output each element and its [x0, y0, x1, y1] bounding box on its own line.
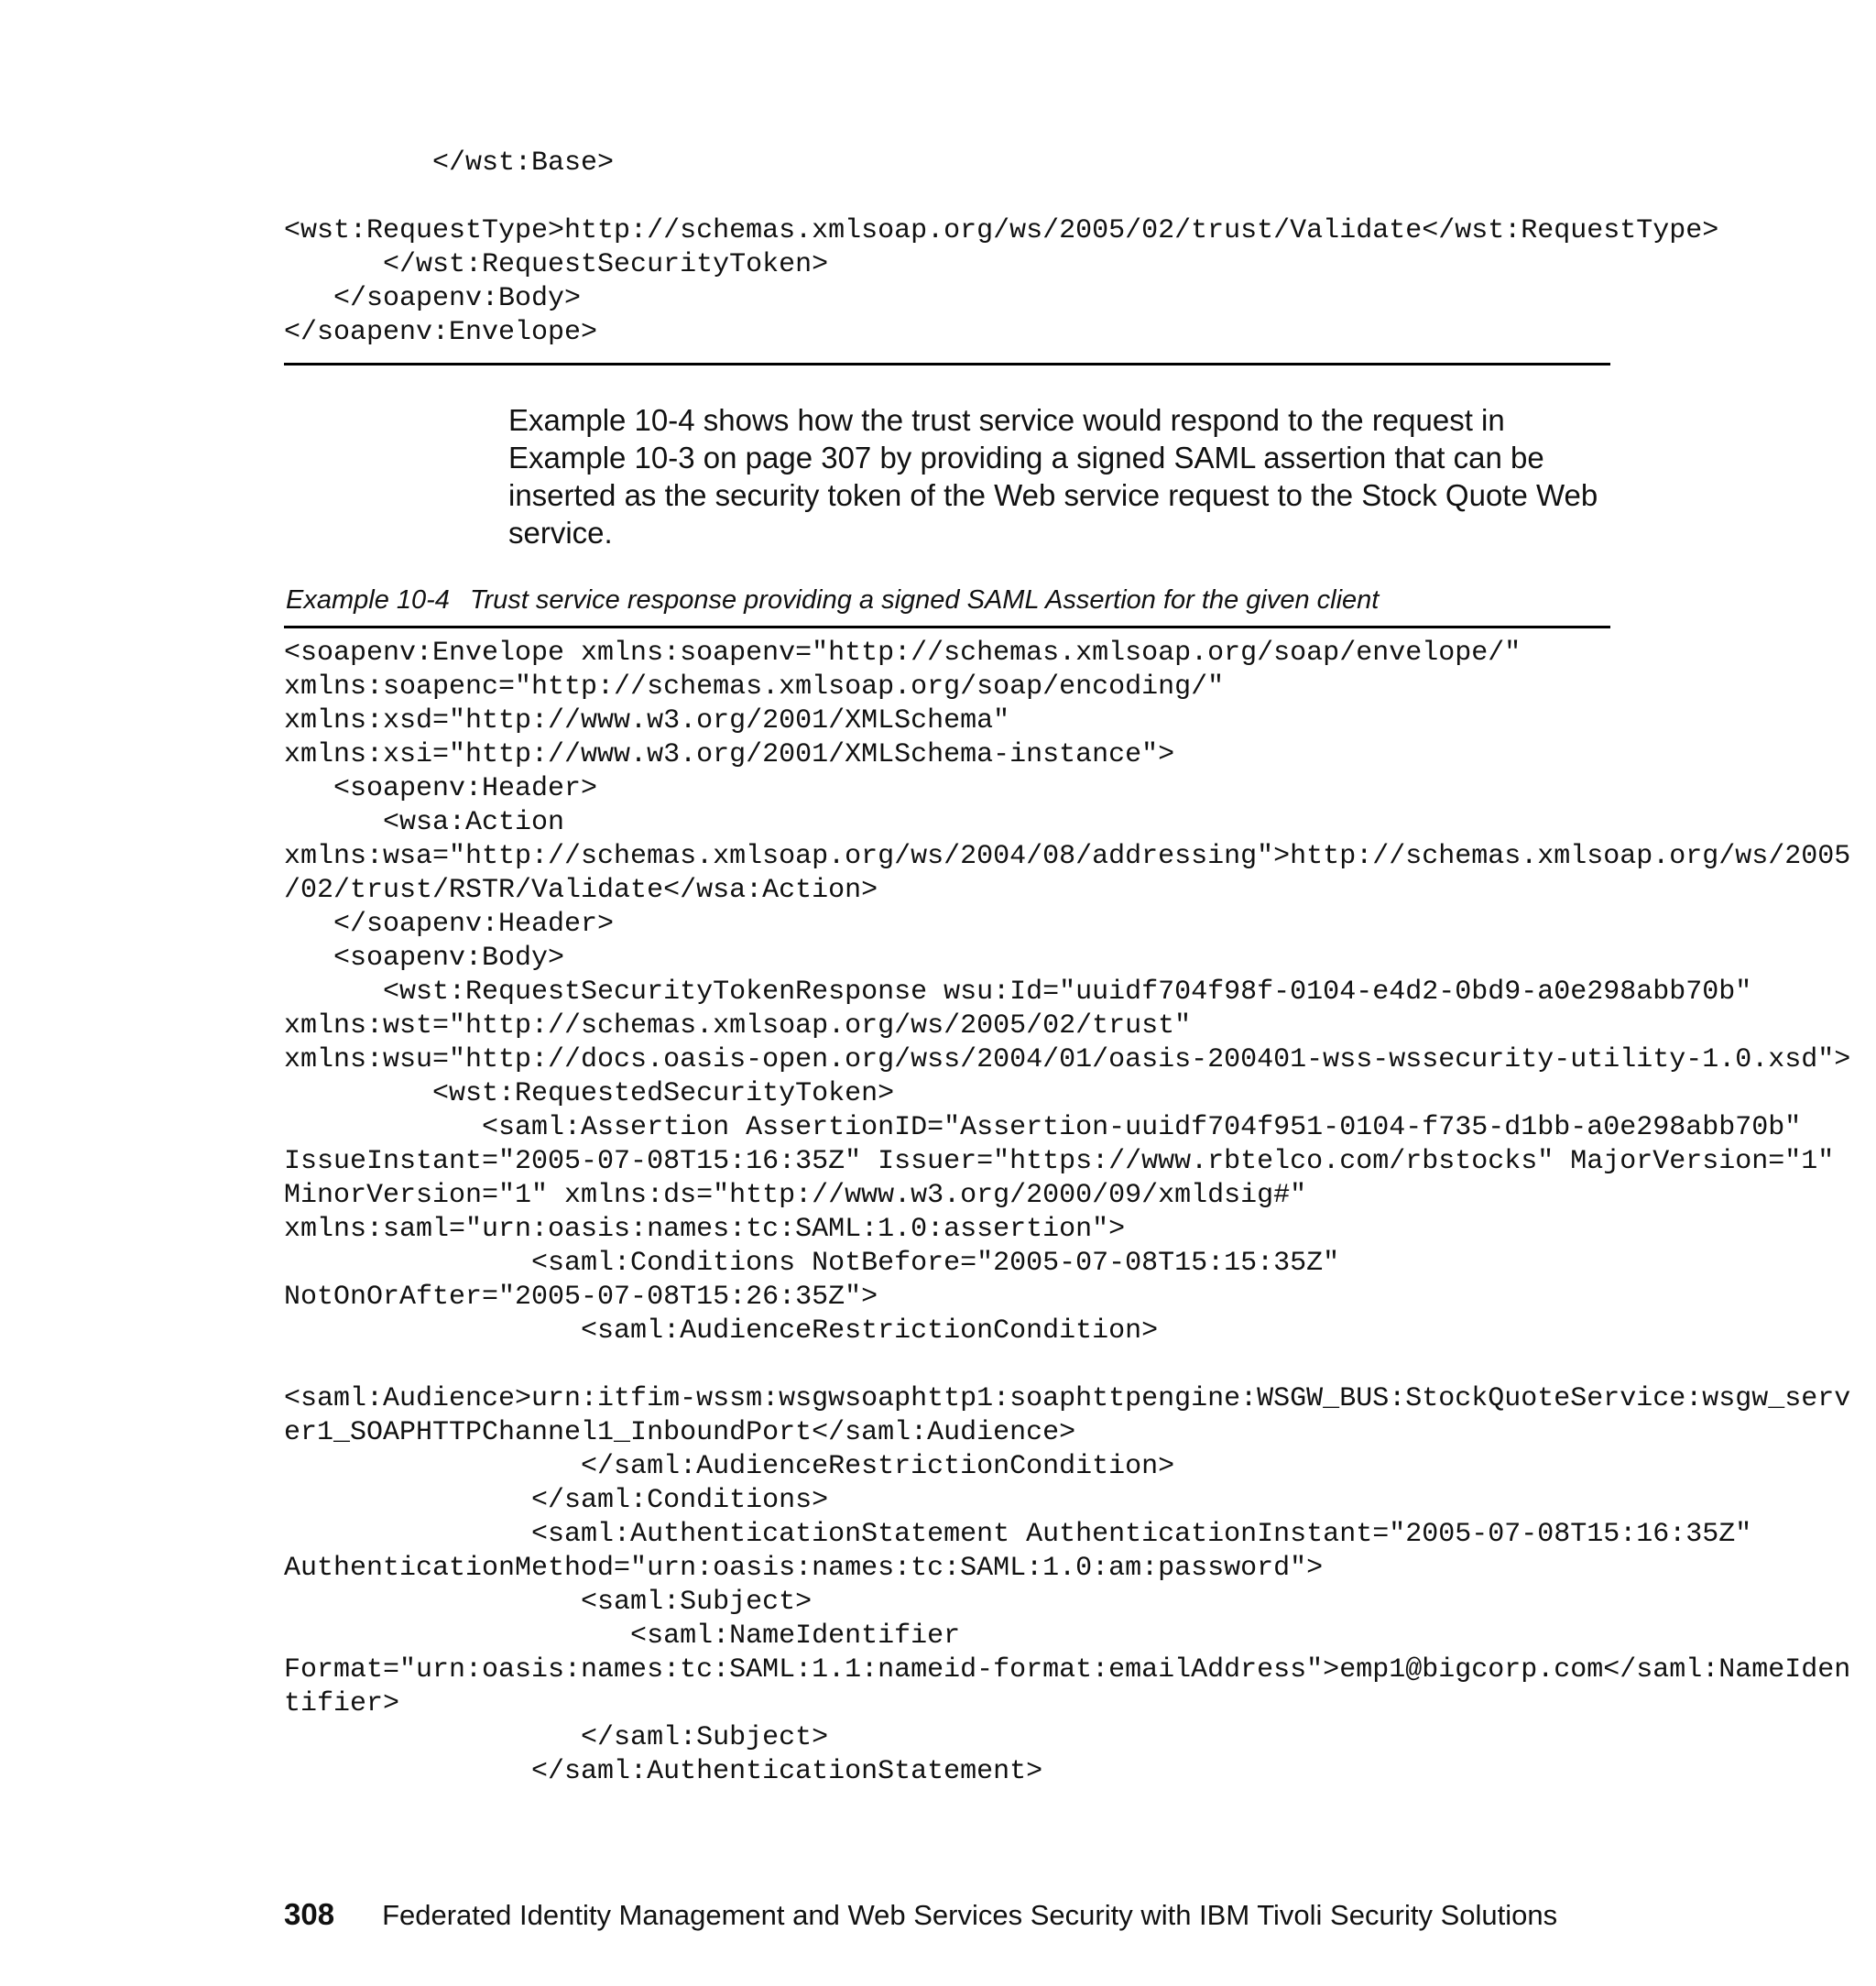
code-line: tifier> [284, 1688, 400, 1719]
page-number: 308 [284, 1897, 335, 1931]
code-line: </saml:AudienceRestrictionCondition> [284, 1451, 1175, 1482]
code-line: /02/trust/RSTR/Validate</wsa:Action> [284, 875, 878, 906]
example-caption [286, 583, 1379, 617]
listing-end-rule [284, 363, 1610, 366]
code-line: <saml:Assertion AssertionID="Assertion-uuidf704f951-0104-f735-d1bb-a0e298abb70b" [284, 1112, 1802, 1143]
code-line: <saml:Subject> [284, 1587, 813, 1618]
example-caption-label: Example 10-4 [286, 585, 450, 615]
code-line: </saml:Subject> [284, 1722, 829, 1753]
code-line: </soapenv:Envelope> [284, 317, 598, 348]
body-paragraph: Example 10-4 shows how the trust service would respond to the request in Example 10-3 on page 307 by providing a signed SAML assertion that can be inserted as the security token of the Web service request to the Stock Quote Web service. [508, 403, 1598, 550]
page-footer [284, 1896, 1557, 1934]
code-line: <saml:NameIdentifier [284, 1620, 961, 1652]
code-line: Format="urn:oasis:names:tc:SAML:1.1:nameid-format:emailAddress">emp1@bigcorp.com</saml:NameIden [284, 1654, 1851, 1686]
code-line: </saml:AuthenticationStatement> [284, 1756, 1043, 1787]
code-line: <soapenv:Envelope xmlns:soapenv="http://schemas.xmlsoap.org/soap/envelope/" [284, 638, 1522, 669]
code-line: </wst:RequestSecurityToken> [284, 249, 829, 280]
example-caption-text: Trust service response providing a signed SAML Assertion for the given client [469, 585, 1380, 615]
code-line: xmlns:soapenc="http://schemas.xmlsoap.org/soap/encoding/" [284, 671, 1225, 703]
code-line: xmlns:xsi="http://www.w3.org/2001/XMLSchema-instance"> [284, 739, 1175, 770]
code-line: </soapenv:Header> [284, 909, 615, 940]
code-line: <saml:AuthenticationStatement AuthenticationInstant="2005-07-08T15:16:35Z" [284, 1519, 1752, 1550]
code-listing-top [284, 147, 1719, 350]
code-line: <soapenv:Body> [284, 943, 565, 974]
code-line: AuthenticationMethod="urn:oasis:names:tc:SAML:1.0:am:password"> [284, 1553, 1324, 1584]
code-listing-main [284, 637, 1851, 1789]
code-line: er1_SOAPHTTPChannel1_InboundPort</saml:Audience> [284, 1417, 1076, 1448]
code-line: </saml:Conditions> [284, 1485, 829, 1516]
code-line: </soapenv:Body> [284, 283, 582, 314]
code-line: <saml:Audience>urn:itfim-wssm:wsgwsoaphttp1:soaphttpengine:WSGW_BUS:StockQuoteService:wsgw_serv [284, 1383, 1851, 1414]
code-line: xmlns:saml="urn:oasis:names:tc:SAML:1.0:assertion"> [284, 1214, 1126, 1245]
book-title: Federated Identity Management and Web Services Security with IBM Tivoli Security Solutions [382, 1899, 1558, 1931]
code-line: xmlns:wsa="http://schemas.xmlsoap.org/ws/2004/08/addressing">http://schemas.xmlsoap.org/ws/2005 [284, 841, 1851, 872]
caption-rule [284, 626, 1610, 628]
code-line: <soapenv:Header> [284, 773, 598, 804]
code-line: xmlns:wst="http://schemas.xmlsoap.org/ws/2005/02/trust" [284, 1010, 1192, 1042]
code-line: MinorVersion="1" xmlns:ds="http://www.w3.org/2000/09/xmldsig#" [284, 1180, 1307, 1211]
code-line: NotOnOrAfter="2005-07-08T15:26:35Z"> [284, 1282, 878, 1313]
code-line: <saml:Conditions NotBefore="2005-07-08T15:15:35Z" [284, 1248, 1340, 1279]
code-line: <wst:RequestType>http://schemas.xmlsoap.org/ws/2005/02/trust/Validate</wst:RequestType> [284, 215, 1719, 246]
code-line: <wst:RequestSecurityTokenResponse wsu:Id="uuidf704f98f-0104-e4d2-0bd9-a0e298abb70b" [284, 977, 1752, 1008]
code-line: </wst:Base> [284, 147, 615, 179]
code-line: IssueInstant="2005-07-08T15:16:35Z" Issuer="https://www.rbtelco.com/rbstocks" MajorVersion="1" [284, 1146, 1835, 1177]
code-line: <wsa:Action [284, 807, 565, 838]
code-line: <wst:RequestedSecurityToken> [284, 1078, 895, 1109]
code-line: <saml:AudienceRestrictionCondition> [284, 1315, 1159, 1347]
code-line: xmlns:xsd="http://www.w3.org/2001/XMLSchema" [284, 705, 1010, 737]
code-line: xmlns:wsu="http://docs.oasis-open.org/wss/2004/01/oasis-200401-wss-wssecurity-utility-1.0.xsd"> [284, 1044, 1851, 1075]
